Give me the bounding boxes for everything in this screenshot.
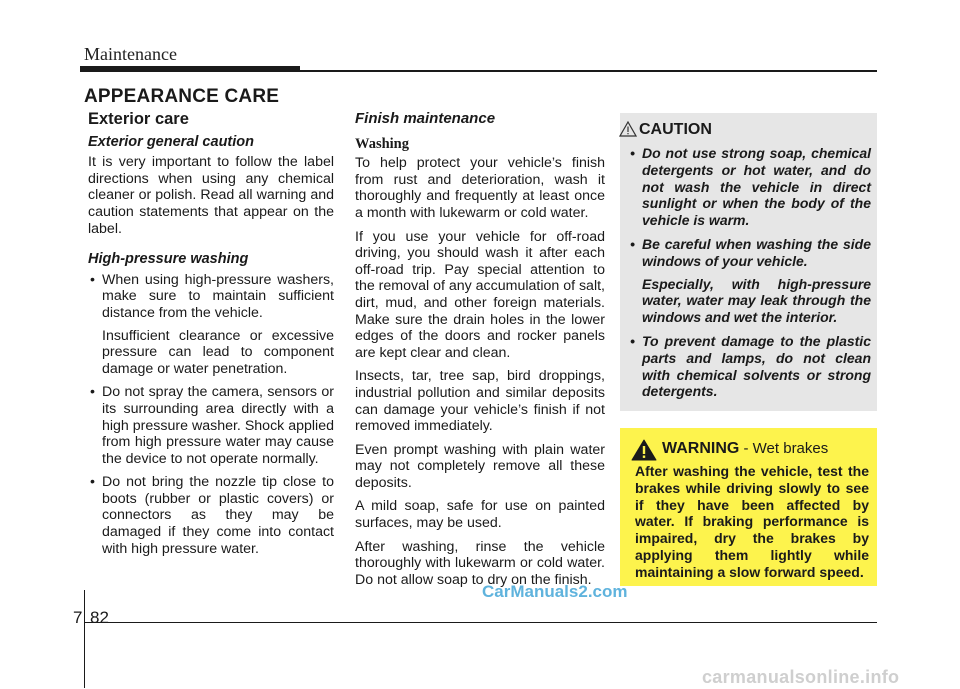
page-number: 82 <box>90 608 109 627</box>
paragraph: Even prompt washing with plain water may not completely remove all these deposits. <box>355 441 605 491</box>
watermark-text: carmanualsonline.info <box>702 667 900 687</box>
footer-rule <box>84 622 877 623</box>
bullet-icon: • <box>630 145 635 161</box>
list-item <box>88 474 334 557</box>
caution-extra-text: Especially, with high-pressure water, water may leak through the windows and wet the interior. <box>642 275 871 326</box>
bullet-text: When using high-pressure washers, make sure to maintain sufficient distance from the vehicle. <box>102 271 334 321</box>
warning-subtitle: - Wet brakes <box>739 440 829 457</box>
list-item <box>88 272 334 378</box>
paragraph: To help protect your vehicle’s finish from rust and deterioration, wash it thoroughly and frequently at least once a month with lukewarm or cold water. <box>355 155 605 221</box>
caution-title: CAUTION <box>639 121 712 138</box>
bullet-text: Do not bring the nozzle tip close to boots (rubber or plastic covers) or connectors as they may be damaged if they come into contact with high pressure water. <box>102 474 334 557</box>
header-title: Maintenance <box>84 44 177 64</box>
finish-maintenance-heading: Finish maintenance <box>355 110 496 127</box>
bullet-extra-text: Insufficient clearance or excessive pressure can lead to component damage or water penetration. <box>102 327 334 377</box>
warning-body: After washing the vehicle, test the brakes while driving slowly to see if they have been affected by water. If braking performance is impaired, dry the brakes by applying them lightly while maintaining a slow forward speed. <box>635 463 869 580</box>
column-finish-maintenance <box>355 111 605 595</box>
list-item <box>628 145 871 229</box>
list-item <box>628 333 871 400</box>
bullet-icon: • <box>630 332 635 349</box>
section-title: APPEARANCE CARE <box>84 86 280 107</box>
paragraph: Insects, tar, tree sap, bird droppings, industrial pollution and similar deposits can damage your vehicle’s finish if not removed immediately. <box>355 368 605 435</box>
watermark-link[interactable]: CarManuals2.com <box>482 582 628 601</box>
warning-title-main: WARNING <box>662 440 740 457</box>
caution-text: Do not use strong soap, chemical detergents or hot water, and do not wash the vehicle in direct sunlight or when the body of the vehicle is warm. <box>642 145 871 229</box>
warning-triangle-icon <box>631 439 657 461</box>
column-exterior-care <box>88 111 334 564</box>
bullet-icon: • <box>90 271 95 288</box>
paragraph: After washing, rinse the vehicle thoroughly with lukewarm or cold water. Do not allow soap to dry on the finish. <box>355 538 605 588</box>
bullet-icon: • <box>90 474 95 491</box>
paragraph: If you use your vehicle for off-road driving, you should wash it after each off-road trip. Pay special attention to the removal of any accumulation of salt, dirt, mud, and other foreign materials. Make sure the drain holes in the lower edges of the doors and rocker panels are kept clear and clean. <box>355 228 605 361</box>
caution-text: Be careful when washing the side windows of your vehicle. <box>642 235 871 269</box>
bullet-text: Do not spray the camera, sensors or its surrounding area directly with a high pressure washer. Shock applied from high pressure water may cause the device to not operate normally. <box>102 384 334 467</box>
list-item <box>88 384 334 467</box>
exterior-general-caution-heading: Exterior general caution <box>88 133 254 150</box>
bullet-icon: • <box>90 384 95 401</box>
header-rule <box>300 70 877 72</box>
exterior-general-caution-text: It is very important to follow the label directions when using any chemical cleaner or polish. Read all warning and caution statements that appear on the label. <box>88 154 334 237</box>
header-bar <box>80 66 300 72</box>
chapter-number: 7 <box>73 608 83 627</box>
high-pressure-list <box>88 272 334 558</box>
exterior-care-heading: Exterior care <box>88 110 189 128</box>
footer-divider <box>84 590 85 688</box>
caution-list <box>628 145 871 407</box>
bullet-icon: • <box>630 235 635 252</box>
caution-text: To prevent damage to the plastic parts and lamps, do not clean with chemical solvents or strong detergents. <box>642 332 871 400</box>
list-item <box>628 236 871 326</box>
warning-title <box>662 440 828 458</box>
washing-heading: Washing <box>355 135 409 152</box>
caution-triangle-icon <box>619 121 637 137</box>
paragraph: A mild soap, safe for use on painted surfaces, may be used. <box>355 498 605 532</box>
high-pressure-washing-heading: High-pressure washing <box>88 251 249 268</box>
